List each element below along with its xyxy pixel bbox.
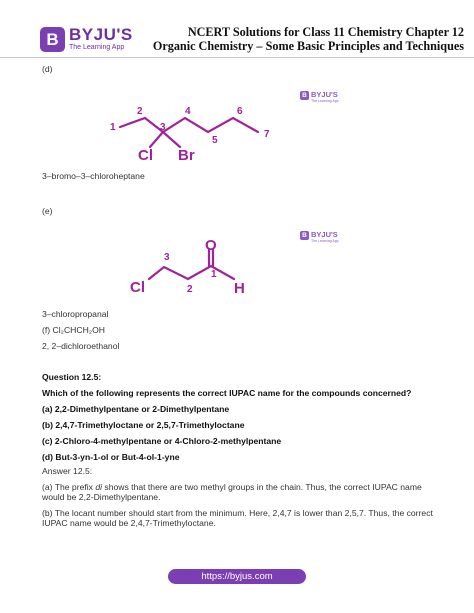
answer-a-em: di bbox=[95, 482, 103, 492]
structure-d-num-4: 4 bbox=[185, 106, 191, 117]
question-option-a: (a) 2,2-Dimethylpentane or 2-Dimethylpentane bbox=[42, 404, 230, 414]
structure-e-chain bbox=[149, 266, 234, 279]
watermark-name: BYJU'S bbox=[311, 90, 338, 99]
structure-d-num-2: 2 bbox=[137, 106, 143, 117]
watermark-mark: B bbox=[300, 231, 309, 240]
watermark-tagline: The Learning App bbox=[311, 99, 339, 103]
structure-d-chain bbox=[120, 118, 258, 132]
structure-d-num-3: 3 bbox=[160, 122, 166, 133]
structure-d-atom-cl: Cl bbox=[138, 147, 153, 164]
logo-name: BYJU'S bbox=[69, 25, 133, 44]
part-f-name: 2, 2–dichloroethanol bbox=[42, 341, 120, 351]
watermark-mark: B bbox=[300, 91, 309, 100]
part-d-label: (d) bbox=[42, 64, 53, 74]
structure-d-num-5: 5 bbox=[212, 135, 218, 146]
part-d-name: 3–bromo–3–chloroheptane bbox=[42, 171, 145, 181]
part-e-label: (e) bbox=[42, 206, 53, 216]
header-title-line2: Organic Chemistry – Some Basic Principles and Techniques bbox=[152, 39, 464, 53]
structure-e-num-2: 2 bbox=[187, 284, 193, 295]
answer-b-line2: IUPAC name would be 2,4,7-Trimethyloctane. bbox=[42, 518, 216, 528]
structure-d-num-1: 1 bbox=[110, 122, 116, 133]
question-option-d: (d) But-3-yn-1-ol or But-4-ol-1-yne bbox=[42, 452, 180, 462]
answer-a-post: shows that there are two methyl groups in the chain. Thus, the correct IUPAC name bbox=[102, 482, 422, 492]
header-title-line1: NCERT Solutions for Class 11 Chemistry Chapter 12 bbox=[187, 25, 464, 39]
structure-e-atom-o: O bbox=[205, 237, 217, 254]
watermark-name: BYJU'S bbox=[311, 230, 338, 239]
footer-link[interactable]: https://byjus.com bbox=[168, 569, 306, 584]
logo-mark: B bbox=[40, 27, 65, 52]
structure-e-num-1: 1 bbox=[211, 269, 217, 280]
structure-e-atom-h: H bbox=[234, 280, 245, 297]
structure-d-br-bond bbox=[163, 132, 180, 147]
structure-d-num-7: 7 bbox=[264, 129, 270, 140]
structure-d-atom-br: Br bbox=[178, 147, 195, 164]
logo-tagline: The Learning App bbox=[69, 44, 125, 51]
answer-b-line1: (b) The locant number should start from the minimum. Here, 2,4,7 is lower than 2,5,7. Thus, the correct bbox=[42, 508, 433, 518]
watermark-tagline: The Learning App bbox=[311, 239, 339, 243]
question-option-c: (c) 2-Chloro-4-methylpentane or 4-Chloro-2-methylpentane bbox=[42, 436, 282, 446]
structure-e-atom-cl: Cl bbox=[130, 279, 145, 296]
answer-title: Answer 12.5: bbox=[42, 466, 93, 476]
question-prompt: Which of the following represents the correct IUPAC name for the compounds concerned? bbox=[42, 388, 412, 398]
part-f-label: (f) Cl₂CHCH₂OH bbox=[42, 325, 106, 335]
question-title: Question 12.5: bbox=[42, 372, 102, 382]
structure-d-num-6: 6 bbox=[237, 106, 243, 117]
answer-a-pre: (a) The prefix bbox=[42, 482, 96, 492]
answer-a-line1 bbox=[42, 482, 422, 492]
part-e-name: 3–chloropropanal bbox=[42, 309, 109, 319]
answer-a-line2: would be 2,2-Dimethylpentane. bbox=[42, 492, 161, 502]
question-option-b: (b) 2,4,7-Trimethyloctane or 2,5,7-Trimethyloctane bbox=[42, 420, 245, 430]
structure-d-cl-bond bbox=[150, 132, 163, 147]
structure-e-num-3: 3 bbox=[164, 252, 170, 263]
